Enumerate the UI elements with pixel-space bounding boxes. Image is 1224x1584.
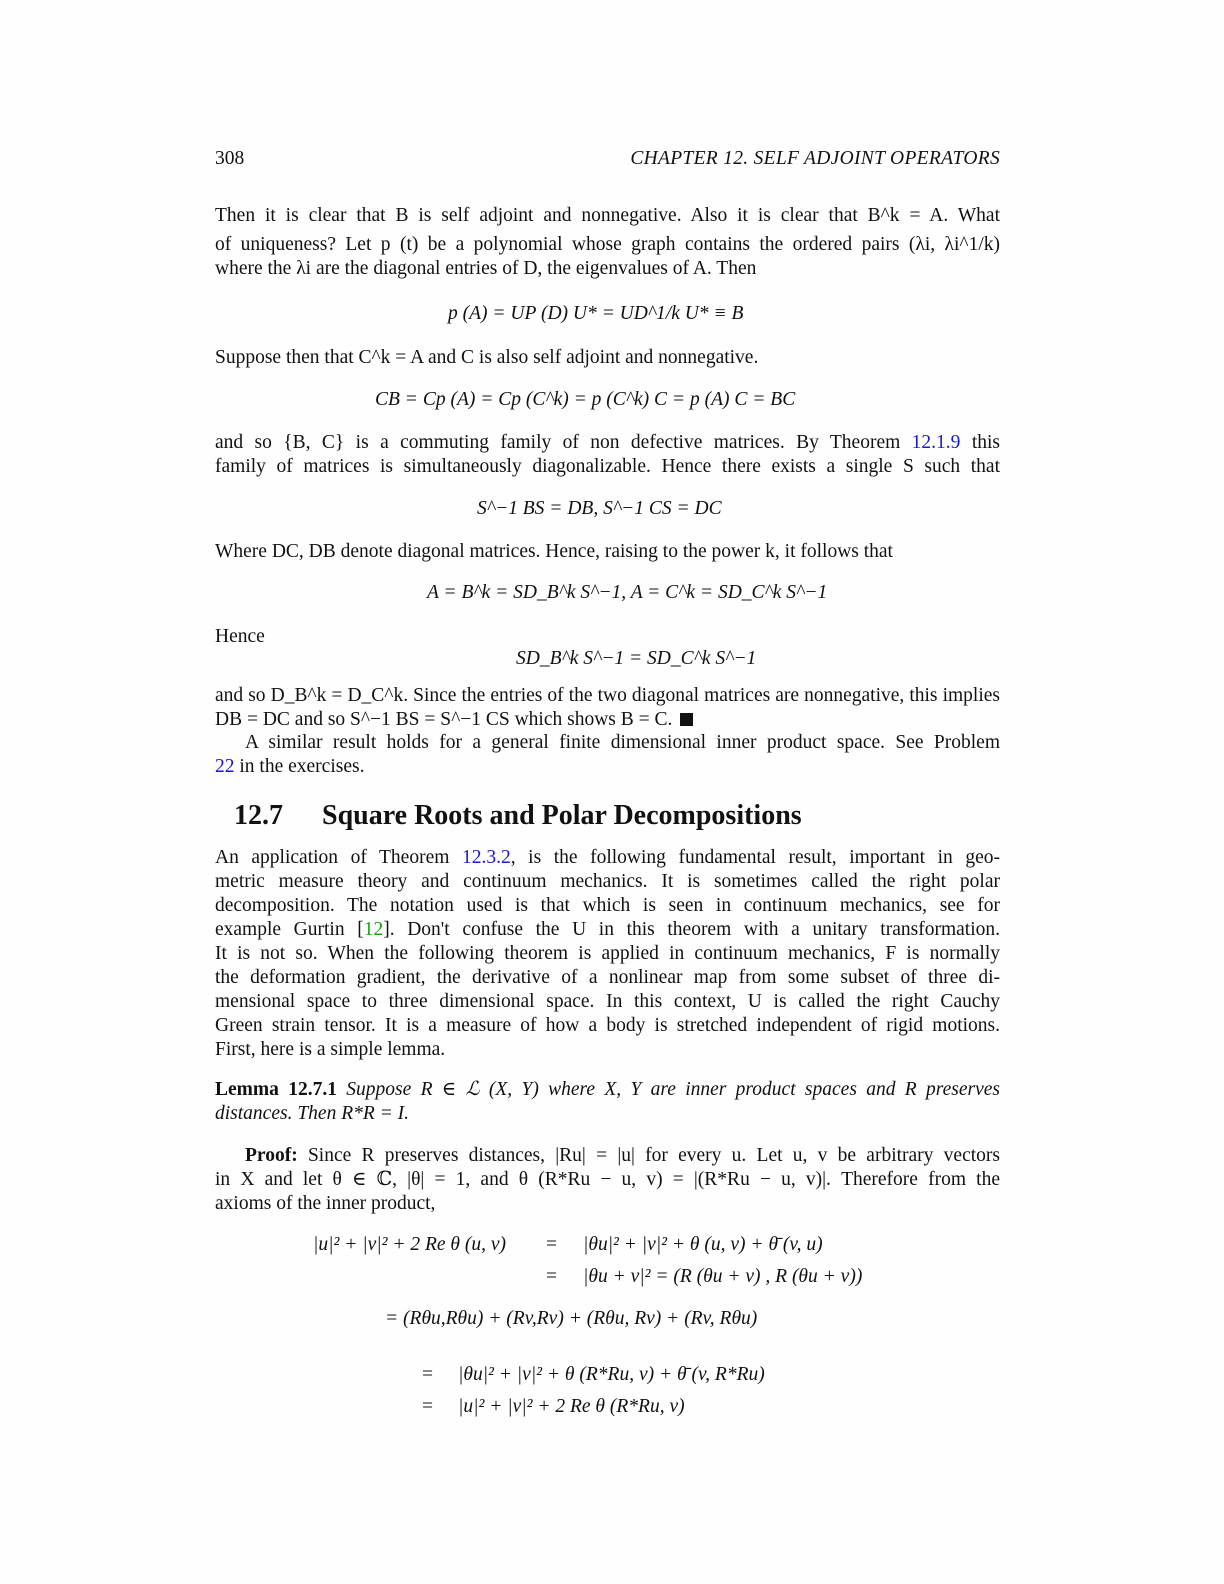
final-eq1-rhs: |θu|² + |v|² + θ (u, v) + θ̄ (v, u): [583, 1234, 823, 1255]
section-title: Square Roots and Polar Decompositions: [322, 800, 802, 831]
para8-line3: decomposition. The notation used is that which is seen in continuum mechanics, see for: [215, 895, 1000, 916]
lemma-label: Lemma 12.7.1: [215, 1079, 337, 1100]
proof-line2: in X and let θ ∈ ℂ, |θ| = 1, and θ (R*Ru − u, v) = |(R*Ru − u, v)|. Therefore from the: [215, 1169, 1000, 1190]
para8-line4: example Gurtin [12]. Don't confuse the U in this theorem with a unitary transformation.: [215, 919, 1000, 940]
lemma-line2: distances. Then R*R = I.: [215, 1103, 410, 1124]
paragraph-7: [215, 731, 1000, 779]
para7-line1: A similar result holds for a general finite dimensional inner product space. See Problem: [245, 732, 1000, 753]
paragraph-4: [215, 540, 1000, 564]
final-eq2-rhs: |θu + v|² = (R (θu + v) , R (θu + v)): [583, 1266, 863, 1287]
page-number: 308: [215, 148, 245, 169]
para8-line1: An application of Theorem 12.3.2, is the following fundamental result, important in geo-: [215, 847, 1000, 868]
para3-line2: family of matrices is simultaneously diagonalizable. Hence there exists a single S such that: [215, 456, 1000, 477]
para7-line2: 22 in the exercises.: [215, 756, 365, 777]
section-heading: [234, 800, 802, 832]
para1-line2: of uniqueness? Let p (t) be a polynomial whose graph contains the ordered pairs (λi, λi^1/k): [215, 234, 1000, 255]
paragraph-1: [215, 204, 1000, 281]
proof-label: Proof:: [245, 1145, 298, 1166]
para3-line1: and so {B, C} is a commuting family of non defective matrices. By Theorem 12.1.9 this: [215, 432, 1000, 453]
proof-line3: axioms of the inner product,: [215, 1193, 436, 1214]
final-eq5-sign: =: [422, 1396, 433, 1417]
final-eq4-rhs: |θu|² + |v|² + θ (R*Ru, v) + θ̄ (v, R*Ru): [458, 1364, 765, 1385]
proof-line1: Proof: Since R preserves distances, |Ru| = |u| for every u. Let u, v be arbitrary vectors: [245, 1145, 1000, 1166]
para6-line2: DB = DC and so S^−1 BS = S^−1 CS which shows B = C.: [215, 708, 1000, 732]
para8-line2: metric measure theory and continuum mechanics. It is sometimes called the right polar: [215, 871, 1000, 892]
equation-1: p (A) = UP (D) U* = UD^1/k U* ≡ B: [448, 303, 744, 324]
paragraph-8: [215, 846, 1000, 1062]
para1-line1: Then it is clear that B is self adjoint and nonnegative. Also it is clear that B^k = A. What: [215, 205, 1000, 226]
theorem-link-12-3-2[interactable]: 12.3.2: [461, 847, 511, 868]
section-number: 12.7: [234, 800, 283, 831]
final-eq4-sign: =: [422, 1364, 433, 1385]
para2-line: Suppose then that C^k = A and C is also self adjoint and nonnegative.: [215, 347, 759, 368]
final-eq1-lhs: |u|² + |v|² + 2 Re θ (u, v): [313, 1234, 507, 1255]
final-eq5-rhs: |u|² + |v|² + 2 Re θ (R*Ru, v): [458, 1396, 685, 1417]
problem-link-22[interactable]: 22: [215, 756, 235, 777]
qed-square-icon: [680, 713, 693, 726]
lemma-line1: Lemma 12.7.1 Suppose R ∈ ℒ (X, Y) where X, Y are inner product spaces and R preserves: [215, 1079, 1000, 1100]
equation-4: A = B^k = SD_B^k S^−1, A = C^k = SD_C^k S^−1: [427, 582, 828, 603]
para4-line: Where DC, DB denote diagonal matrices. Hence, raising to the power k, it follows that: [215, 541, 893, 562]
paragraph-6: [215, 684, 1000, 732]
theorem-link-12-1-9[interactable]: 12.1.9: [911, 432, 961, 453]
equation-3: S^−1 BS = DB, S^−1 CS = DC: [477, 498, 722, 519]
para8-line9: First, here is a simple lemma.: [215, 1039, 446, 1060]
paragraph-2: [215, 346, 1000, 370]
citation-link-12[interactable]: 12: [363, 919, 384, 940]
final-eq2-sign: =: [546, 1266, 557, 1287]
equation-2: CB = Cp (A) = Cp (C^k) = p (C^k) C = p (A) C = BC: [375, 389, 796, 410]
chapter-title: CHAPTER 12. SELF ADJOINT OPERATORS: [630, 148, 1000, 169]
para8-line6: the deformation gradient, the derivative of a nonlinear map from some subset of three di-: [215, 967, 1000, 988]
para8-line8: Green strain tensor. It is a measure of how a body is stretched independent of rigid motions.: [215, 1015, 1000, 1036]
paragraph-5: [215, 625, 1000, 649]
final-eq3: = (Rθu,Rθu) + (Rv,Rv) + (Rθu, Rv) + (Rv, Rθu): [385, 1308, 758, 1329]
paragraph-3: [215, 431, 1000, 479]
running-header: [215, 148, 1000, 174]
para8-line7: mensional space to three dimensional space. In this context, U is called the right Cauchy: [215, 991, 1000, 1012]
proof-block: [215, 1144, 1000, 1216]
final-eq1-sign: =: [546, 1234, 557, 1255]
para6-line1: and so D_B^k = D_C^k. Since the entries of the two diagonal matrices are nonnegative, this implies: [215, 685, 1000, 706]
lemma-block: [215, 1078, 1000, 1126]
para8-line5: It is not so. When the following theorem is applied in continuum mechanics, F is normally: [215, 943, 1000, 964]
para1-line3: where the λi are the diagonal entries of D, the eigenvalues of A. Then: [215, 258, 757, 279]
para5-line: Hence: [215, 626, 265, 647]
equation-5: SD_B^k S^−1 = SD_C^k S^−1: [516, 648, 757, 669]
